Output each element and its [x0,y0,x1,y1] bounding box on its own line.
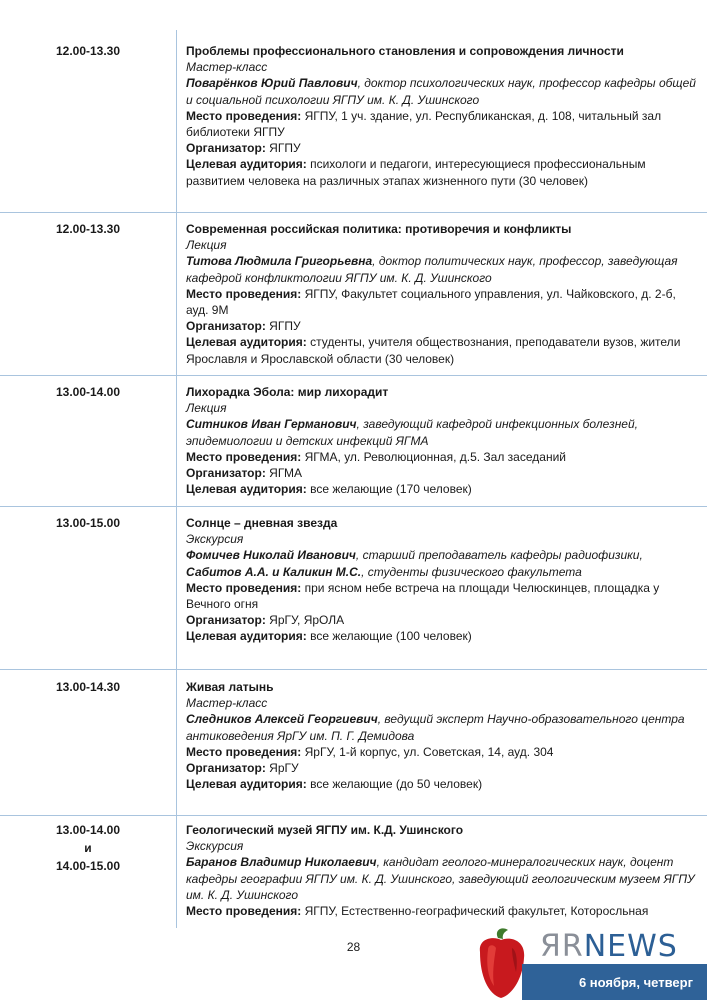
issue-date: 6 ноября, четверг [522,964,707,1000]
event-speaker: Баранов Владимир Николаевич, кандидат геолого-минералогических наук, доцент кафедры географии ЯГПУ им. К. Д. Ушинского, заведующий геологическим музеем ЯГПУ им. К. Д. Ушинского [186,855,695,902]
event-speaker: Ситников Иван Германович, заведующий кафедрой инфекционных болезней, эпидемиологии и детских инфекций ЯГМА [186,417,638,448]
event-time: 13.00-15.00 [55,516,121,530]
event-speaker: Фомичев Николай Иванович, старший преподаватель кафедры радиофизики, [186,548,643,563]
page-number: 28 [346,940,361,954]
event-type: Мастер-класс [186,60,268,75]
event-time: 13.00-14.00 [55,385,121,399]
event-venue: Место проведения: ЯГПУ, Естественно-географический факультет, Которосльная [186,904,649,919]
event-speaker: Сабитов А.А. и Каликин М.С., студенты физического факультета [186,564,582,579]
event-entry [186,679,696,792]
event-title: Проблемы профессионального становления и сопровождения личности [186,44,624,58]
event-venue: Место проведения: ЯрГУ, 1-й корпус, ул. Советская, 14, ауд. 304 [186,744,554,759]
event-organizer: Организатор: ЯГПУ [186,141,301,156]
event-title: Лихорадка Эбола: мир лихорадит [186,385,389,399]
event-time: 12.00-13.30 [55,222,121,236]
event-speaker: Титова Людмила Григорьевна, доктор политических наук, профессор, заведующая кафедрой конфликтологии ЯГПУ им. К. Д. Ушинского [186,254,678,285]
row-divider [0,212,707,213]
event-title: Геологический музей ЯГПУ им. К.Д. Ушинского [186,823,464,837]
event-venue: Место проведения: ЯГПУ, Факультет социального управления, ул. Чайковского, д. 2-б, ауд. 9М [186,286,676,318]
event-time: 12.00-13.30 [55,44,121,58]
event-audience: Целевая аудитория: психологи и педагоги, интересующиеся профессиональным развитием человека на различных этапах жизненного пути (30 человек) [186,157,646,188]
event-audience: Целевая аудитория: все желающие (170 человек) [186,482,472,497]
brand-logo: ЯRNEWS [540,929,678,964]
event-type: Мастер-класс [186,696,268,711]
event-entry [186,515,696,645]
event-organizer: Организатор: ЯГМА [186,466,303,481]
event-time: 13.00-14.00 и 14.00-15.00 [55,823,121,873]
event-entry [186,822,696,919]
event-audience: Целевая аудитория: все желающие (до 50 человек) [186,777,483,792]
event-entry [186,384,696,497]
row-divider [0,815,707,816]
event-type: Лекция [186,238,227,253]
row-divider [0,506,707,507]
event-audience: Целевая аудитория: студенты, учителя обществознания, преподаватели вузов, жители Ярославля и Ярославской области (30 человек) [186,335,681,366]
event-title: Современная российская политика: противоречия и конфликты [186,222,572,236]
event-entry [186,43,696,189]
event-entry [186,221,696,367]
event-title: Солнце – дневная звезда [186,516,338,530]
event-time: 13.00-14.30 [55,680,121,694]
event-organizer: Организатор: ЯрГУ, ЯрОЛА [186,613,345,628]
event-organizer: Организатор: ЯрГУ [186,761,299,776]
event-speaker: Следников Алексей Георгиевич, ведущий эксперт Научно-образовательного центра антиковедения ЯрГУ им. П. Г. Демидова [186,712,685,743]
column-divider [176,30,177,928]
row-divider [0,669,707,670]
event-organizer: Организатор: ЯГПУ [186,319,301,334]
event-speaker: Поварёнков Юрий Павлович, доктор психологических наук, профессор кафедры общей и социальной психологии ЯГПУ им. К. Д. Ушинского [186,76,696,107]
event-title: Живая латынь [186,680,274,694]
event-venue: Место проведения: при ясном небе встреча на площади Челюскинцев, площадка у Вечного огня [186,580,660,612]
event-venue: Место проведения: ЯГМА, ул. Революционная, д.5. Зал заседаний [186,449,566,464]
event-type: Экскурсия [186,839,244,854]
row-divider [0,375,707,376]
event-type: Лекция [186,401,227,416]
event-venue: Место проведения: ЯГПУ, 1 уч. здание, ул. Республиканская, д. 108, читальный зал библиотеки ЯГПУ [186,108,662,140]
event-type: Экскурсия [186,532,244,547]
event-audience: Целевая аудитория: все желающие (100 человек) [186,629,472,644]
